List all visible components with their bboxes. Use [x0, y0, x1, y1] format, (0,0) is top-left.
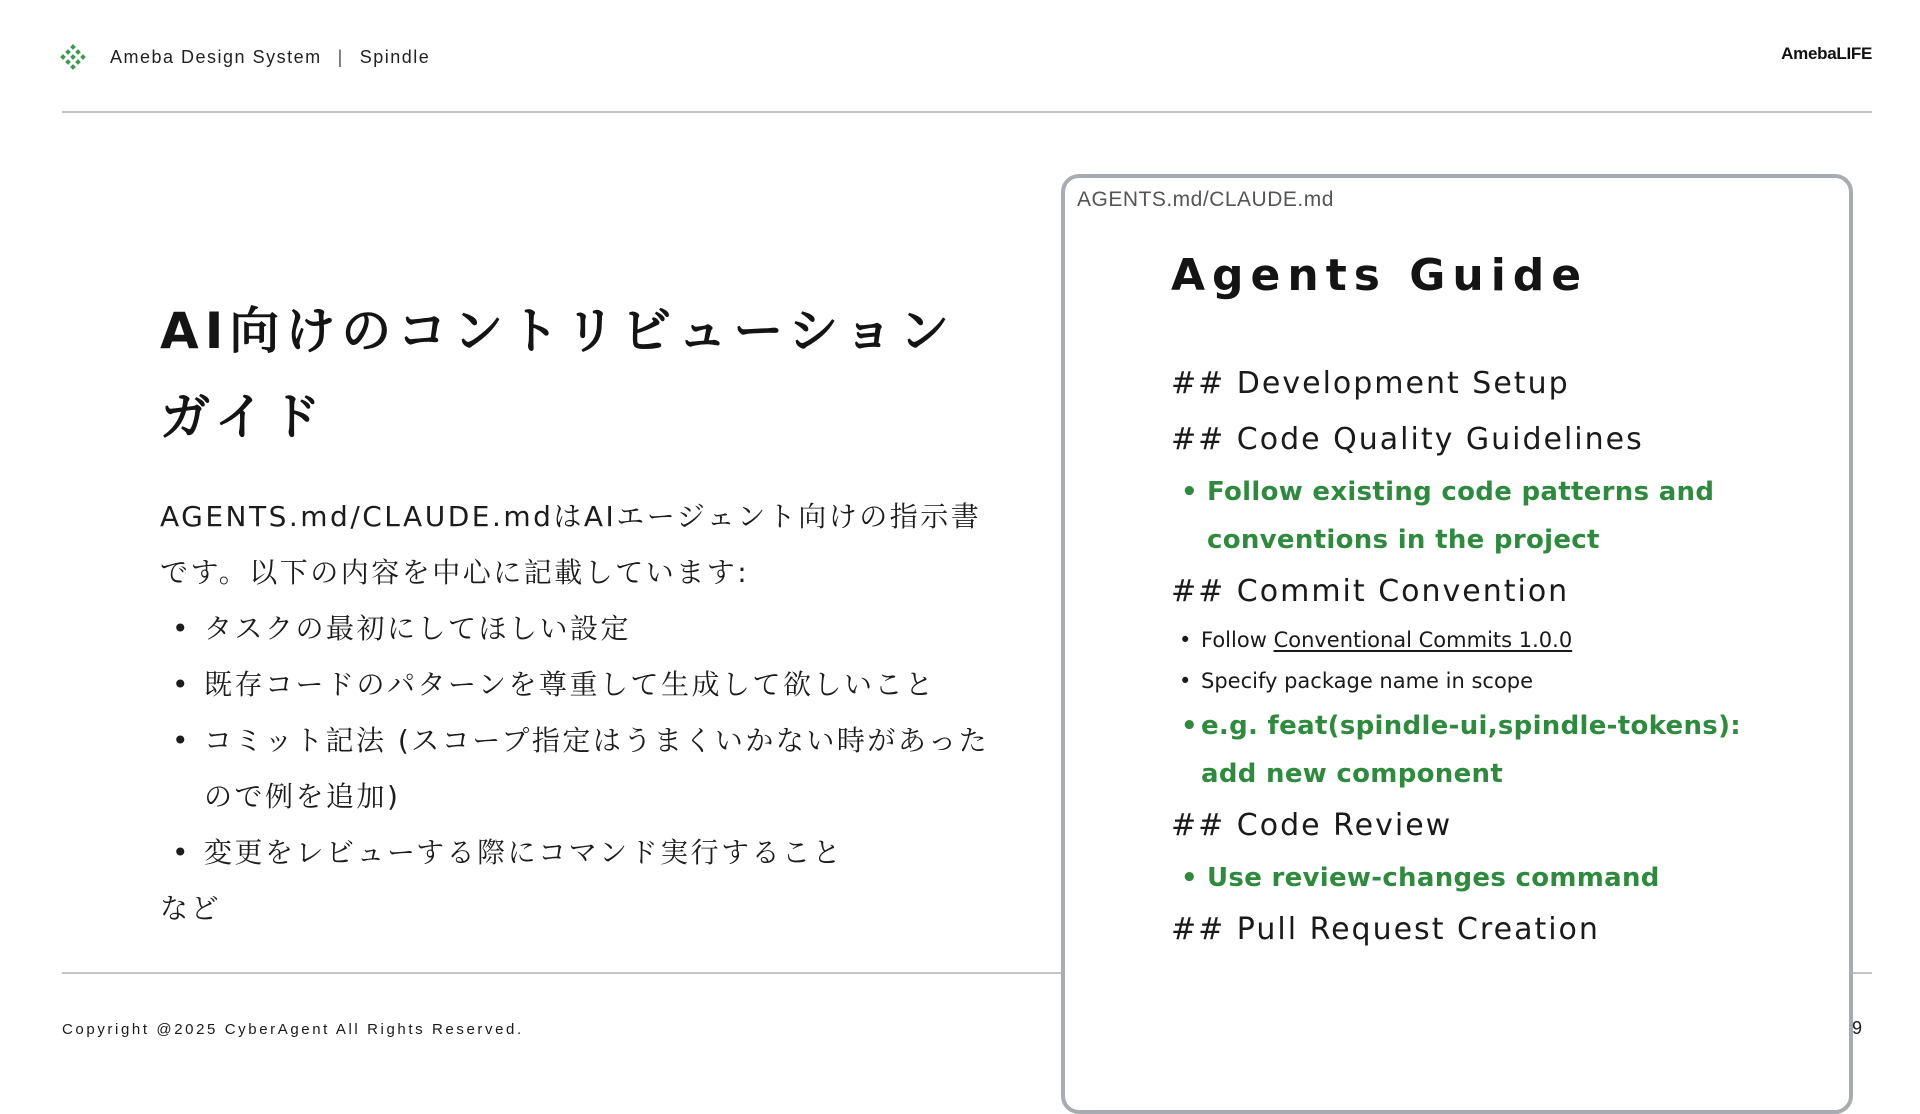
card-filename: AGENTS.md/CLAUDE.md [1077, 188, 1334, 211]
list-item-text: Follow existing code patterns and conventions in the project [1207, 477, 1715, 555]
card-title: Agents Guide [1171, 250, 1589, 301]
header-divider [62, 111, 1872, 113]
bullet-icon: • [172, 668, 192, 701]
bullet-icon: • [1181, 477, 1198, 507]
list-item [1171, 468, 1791, 564]
list-item-text: 変更をレビューする際にコマンド実行すること [204, 836, 844, 869]
description-text: AGENTS.md/CLAUDE.mdはAIエージェント向けの指示書です。以下の内容を中心に記載しています: [160, 500, 982, 589]
commit-follow-prefix: Follow [1201, 628, 1267, 652]
list-item-text: e.g. feat(spindle-ui,spindle-tokens): add new component [1201, 711, 1741, 789]
copyright-text: Copyright @2025 CyberAgent All Rights Reserved. [62, 1021, 524, 1038]
brand-name: Ameba Design System [110, 46, 322, 67]
list-item [160, 601, 1010, 657]
bullet-icon: • [1181, 711, 1198, 741]
product-name: Spindle [359, 46, 431, 67]
list-item-text: コミット記法 (スコープ指定はうまくいかない時があったので例を追加) [204, 724, 990, 813]
card-body [1171, 356, 1791, 958]
list-item [160, 825, 1010, 881]
header-brand [110, 45, 430, 69]
list-item [160, 713, 1010, 825]
list-item [160, 657, 1010, 713]
commit-list [1171, 620, 1791, 702]
list-item-text: Specify package name in scope [1201, 669, 1534, 693]
code-review-list [1171, 854, 1791, 902]
code-quality-list [1171, 468, 1791, 564]
slide-title: AI向けのコントリビューションガイド [160, 302, 956, 446]
list-item [1171, 854, 1791, 902]
closing-text: など [160, 892, 222, 925]
slide-description [160, 489, 1010, 937]
spindle-logo-icon [60, 44, 86, 70]
list-item-text: タスクの最初にしてほしい設定 [204, 612, 632, 645]
bullet-icon: • [1179, 669, 1192, 693]
bullet-icon: • [172, 724, 192, 757]
list-item [1171, 620, 1791, 661]
list-item-text: Use review-changes command [1207, 863, 1660, 893]
list-item [1171, 702, 1791, 798]
brand-separator: | [337, 46, 344, 67]
list-item [1171, 661, 1791, 702]
section-pull-request: ## Pull Request Creation [1171, 912, 1600, 947]
amebalife-logo: AmebaLIFE [1781, 44, 1872, 63]
bullet-icon: • [1181, 863, 1198, 893]
page-number: 9 [1852, 1018, 1863, 1038]
section-code-quality: ## Code Quality Guidelines [1171, 422, 1644, 457]
bullet-icon: • [172, 836, 192, 869]
conventional-commits-link[interactable]: Conventional Commits 1.0.0 [1273, 628, 1573, 652]
commit-example-list [1171, 702, 1791, 798]
topic-list [160, 601, 1010, 881]
list-item-text: 既存コードのパターンを尊重して生成して欲しいこと [204, 668, 936, 701]
bullet-icon: • [1179, 628, 1192, 652]
section-commit-convention: ## Commit Convention [1171, 574, 1570, 609]
bullet-icon: • [172, 612, 192, 645]
section-development-setup: ## Development Setup [1171, 366, 1570, 401]
agents-file-card [1061, 174, 1853, 1114]
section-code-review: ## Code Review [1171, 808, 1453, 843]
